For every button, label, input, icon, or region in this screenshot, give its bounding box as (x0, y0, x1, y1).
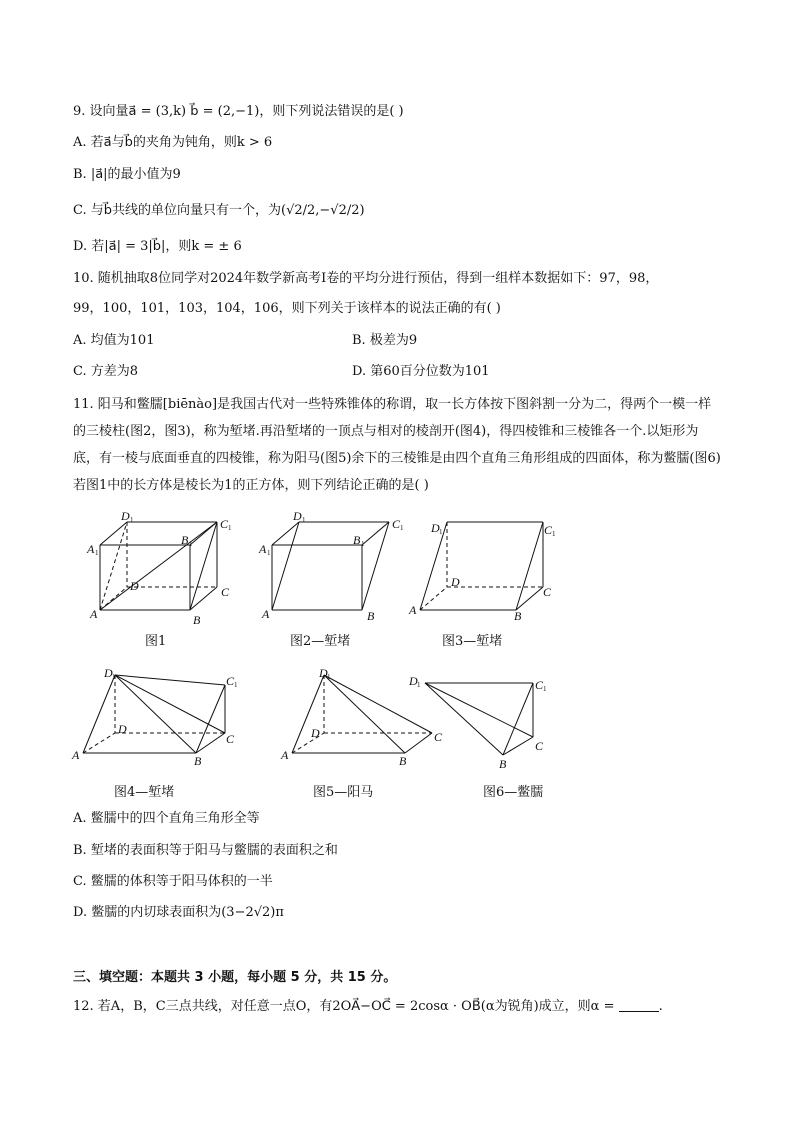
svg-text:1: 1 (267, 549, 271, 557)
svg-text:1: 1 (543, 685, 547, 693)
label-d: D (451, 575, 460, 589)
q10-option-d: D. 第60百分位数为101 (352, 364, 490, 379)
q11-option-a: A. 鳖臑中的四个直角三角形全等 (73, 811, 260, 826)
label-d: D (130, 579, 139, 593)
label-d: D (118, 722, 127, 736)
figure-1-caption: 图1 (145, 634, 167, 649)
svg-text:1: 1 (361, 540, 365, 548)
label-c1: C (392, 517, 401, 531)
label-c1: C (226, 674, 235, 688)
label-d1: D (104, 666, 113, 680)
figure-1 (85, 512, 240, 627)
svg-text:1: 1 (95, 549, 99, 557)
figure-3-caption: 图3—堑堵 (442, 634, 503, 649)
label-a: A (262, 607, 270, 621)
label-d: D (311, 726, 320, 740)
label-c: C (434, 730, 443, 744)
q12-end: . (658, 999, 663, 1014)
q11-option-c: C. 鳖臑的体积等于阳马体积的一半 (73, 874, 273, 889)
svg-text:1: 1 (400, 524, 404, 532)
label-b: B (193, 613, 201, 627)
label-a1: A (87, 542, 95, 556)
q11-option-d: D. 鳖臑的内切球表面积为(3−2√2)π (73, 905, 284, 920)
q11-option-b: B. 堑堵的表面积等于阳马与鳖臑的表面积之和 (73, 843, 338, 858)
svg-text:1: 1 (327, 673, 331, 681)
label-b: B (367, 609, 375, 623)
figure-6 (405, 665, 565, 775)
label-a1: A (259, 542, 267, 556)
svg-text:1: 1 (189, 540, 193, 548)
answer-blank[interactable] (619, 999, 659, 1012)
q9-option-b: B. |a⃗|的最小值为9 (73, 167, 181, 182)
label-d1: D (121, 512, 130, 523)
label-b: B (399, 754, 407, 768)
q10-option-b: B. 极差为9 (352, 333, 418, 348)
label-a: A (90, 607, 98, 621)
q9-option-d: D. 若|a⃗| = 3|b⃗|，则k = ± 6 (73, 239, 242, 254)
q9-option-c: C. 与b⃗共线的单位向量只有一个，为(√2/2,−√2/2) (73, 203, 365, 218)
label-c1: C (535, 678, 544, 692)
label-d1: D (319, 666, 328, 680)
svg-text:1: 1 (228, 524, 232, 532)
svg-text:1: 1 (439, 528, 443, 536)
label-d1: D (431, 521, 440, 535)
q10-option-a: A. 均值为101 (73, 333, 155, 348)
figure-5-caption: 图5—阳马 (313, 785, 374, 800)
figure-3 (405, 512, 560, 627)
label-d1: D (409, 674, 418, 688)
label-a: A (72, 748, 80, 762)
svg-text:1: 1 (112, 673, 116, 681)
section-title: 三、填空题：本题共 3 小题，每小题 5 分，共 15 分。 (73, 970, 397, 985)
label-b1: B (181, 533, 189, 547)
figure-4-caption: 图4—堑堵 (114, 785, 175, 800)
q10-option-c: C. 方差为8 (73, 364, 139, 379)
label-a: A (281, 748, 289, 762)
q12-stem-row (73, 998, 663, 1016)
label-b: B (194, 754, 202, 768)
label-c1: C (220, 517, 229, 531)
figure-2 (257, 512, 412, 627)
q10-stem-line1: 10. 随机抽取8位同学对2024年数学新高考Ⅰ卷的平均分进行预估，得到一组样本数据如下：97，98， (73, 271, 659, 286)
figure-6-caption: 图6—鳖臑 (483, 785, 544, 800)
label-c: C (543, 585, 552, 599)
svg-text:1: 1 (234, 681, 238, 689)
q9-option-a: A. 若a⃗与b⃗的夹角为钝角，则k > 6 (73, 135, 273, 150)
svg-text:1: 1 (302, 516, 306, 524)
q12-stem: 12. 若A，B，C三点共线，对任意一点O，有2OA⃗−OC⃗ = 2cosα · OB⃗(α为锐角)成立，则α = (73, 999, 615, 1014)
label-c: C (535, 739, 544, 753)
svg-text:1: 1 (130, 516, 134, 524)
label-a: A (409, 603, 417, 617)
label-d1: D (293, 512, 302, 523)
figure-4 (68, 665, 253, 775)
q9-stem: 9. 设向量a⃗ = (3,k) b⃗ = (2,−1)，则下列说法错误的是( ) (73, 104, 404, 119)
svg-text:1: 1 (417, 681, 421, 689)
label-c: C (221, 585, 230, 599)
label-b: B (499, 757, 507, 771)
label-c: C (226, 732, 235, 746)
label-b: B (514, 609, 522, 623)
label-c1: C (544, 523, 553, 537)
label-b1: B (353, 533, 361, 547)
q11-stem: 11. 阳马和鳖臑[biēnào]是我国古代对一些特殊锥体的称谓，取一长方体按下图斜割一分为二，得两个一模一样的三棱柱(图2，图3)，称为堑堵.再沿堑堵的一顶点与相对的棱剖开(图4)，得四棱锥和三棱锥各一个.以矩形为底，有一棱与底面垂直的四棱锥，称为阳马(图5)余下的三棱锥是由四个直角三角形组成的四面体，称为鳖臑(图6)若图1中的长方体是棱长为1的正方体，则下列结论正确的是( ) (73, 397, 721, 493)
svg-text:1: 1 (552, 530, 556, 538)
q10-stem-line2: 99，100，101，103，104，106，则下列关于该样本的说法正确的有( ) (73, 301, 501, 316)
figure-2-caption: 图2—堑堵 (290, 634, 351, 649)
